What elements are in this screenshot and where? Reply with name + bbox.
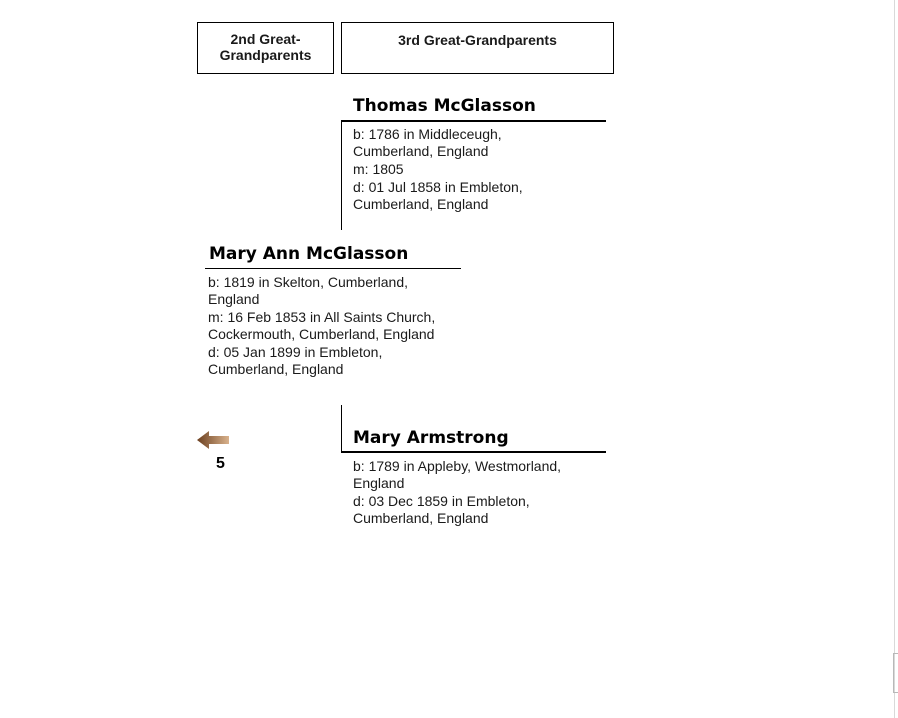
father-details bbox=[353, 126, 558, 214]
subject-marriage: m: 16 Feb 1853 in All Saints Church, Cockermouth, Cumberland, England bbox=[208, 309, 436, 342]
mother-name[interactable]: Mary Armstrong bbox=[353, 428, 509, 448]
header-gen2-line2: Grandparents bbox=[219, 47, 312, 63]
subject-details bbox=[208, 274, 463, 379]
father-name-rule bbox=[341, 120, 606, 122]
page-edge-bracket bbox=[893, 653, 898, 693]
subject-death: d: 05 Jan 1899 in Embleton, Cumberland, England bbox=[208, 344, 383, 377]
mother-death: d: 03 Dec 1859 in Embleton, Cumberland, England bbox=[353, 493, 530, 526]
father-birth: b: 1786 in Middleceugh, Cumberland, England bbox=[353, 126, 502, 159]
mother-connector bbox=[341, 405, 342, 452]
subject-name-rule bbox=[205, 268, 461, 269]
back-page-number[interactable]: 5 bbox=[216, 455, 225, 472]
back-arrow-icon[interactable] bbox=[196, 430, 232, 450]
subject-birth: b: 1819 in Skelton, Cumberland, England bbox=[208, 274, 409, 307]
mother-birth: b: 1789 in Appleby, Westmorland, England bbox=[353, 458, 562, 491]
mother-details bbox=[353, 458, 593, 528]
mother-name-rule bbox=[341, 451, 606, 453]
father-death: d: 01 Jul 1858 in Embleton, Cumberland, England bbox=[353, 179, 523, 212]
father-connector bbox=[341, 121, 342, 230]
page-edge bbox=[894, 0, 895, 718]
header-2nd-great-grandparents bbox=[197, 22, 334, 74]
father-name[interactable]: Thomas McGlasson bbox=[353, 96, 536, 116]
subject-name[interactable]: Mary Ann McGlasson bbox=[209, 244, 409, 264]
header-gen3-label: 3rd Great-Grandparents bbox=[398, 32, 557, 48]
header-3rd-great-grandparents bbox=[341, 22, 614, 74]
header-gen2-line1: 2nd Great- bbox=[230, 31, 301, 47]
father-marriage: m: 1805 bbox=[353, 161, 404, 177]
